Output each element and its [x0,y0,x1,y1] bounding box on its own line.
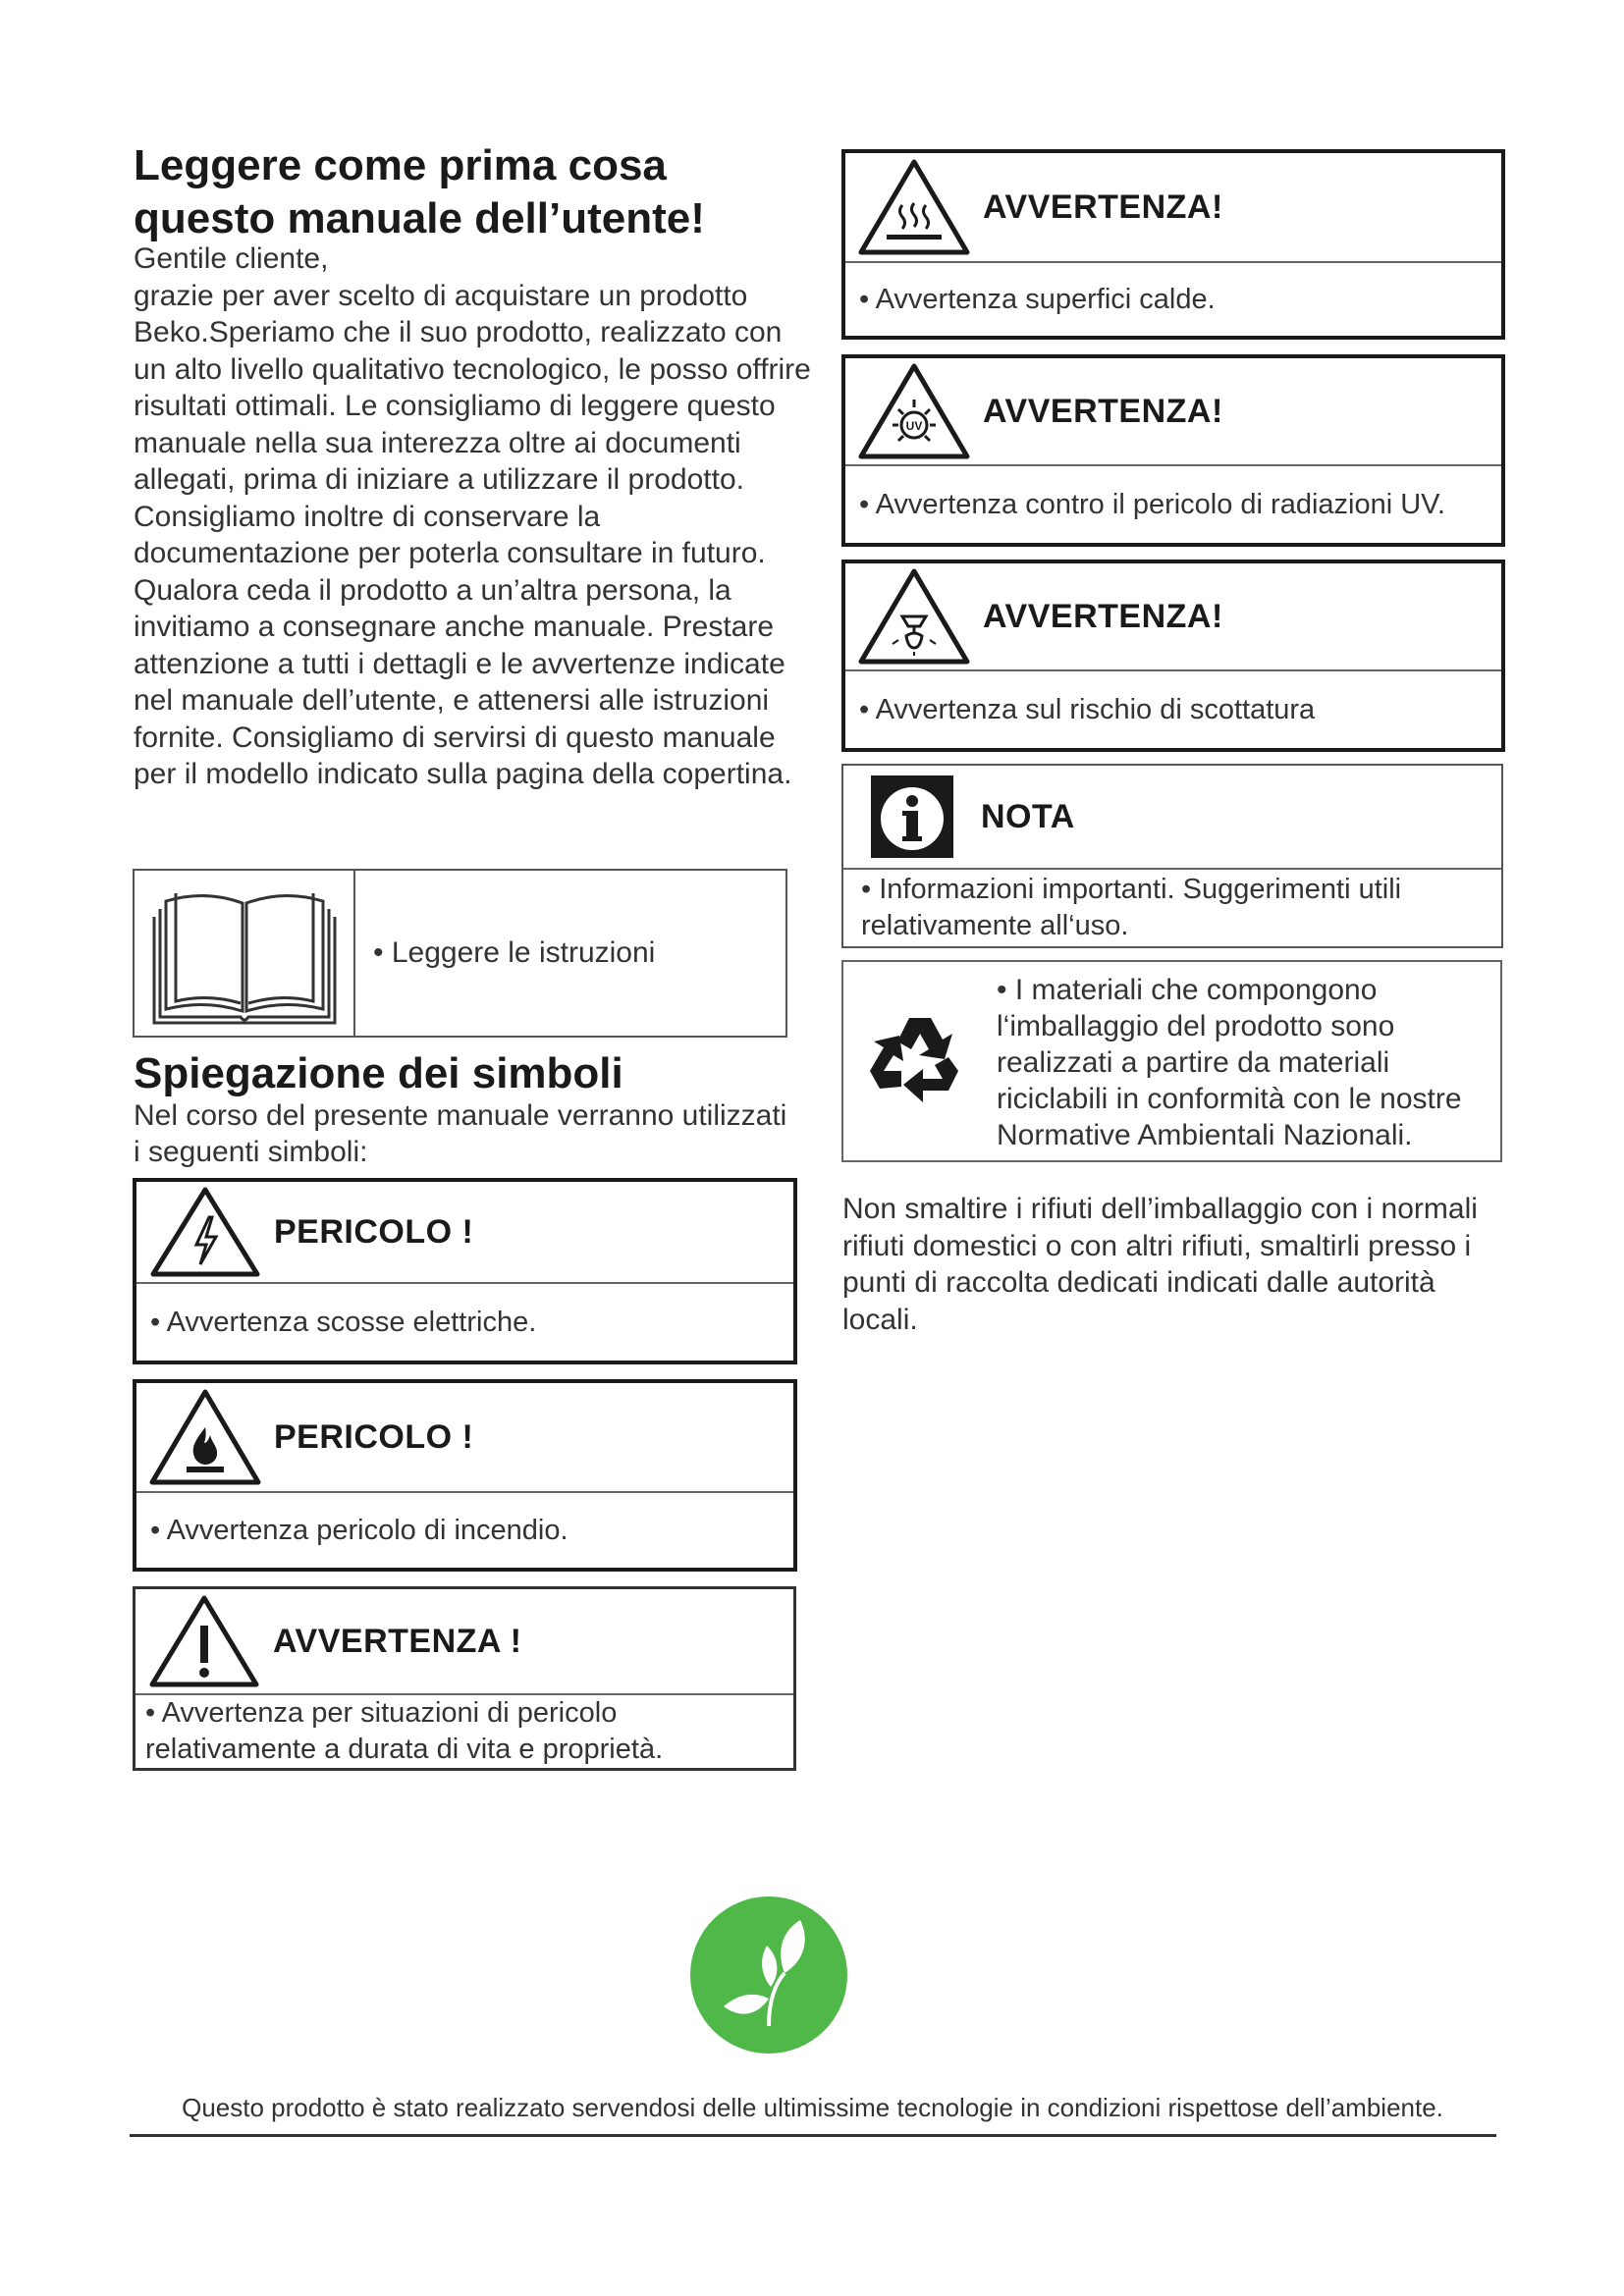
warning-box-general [133,1586,796,1771]
note-box [841,764,1503,948]
read-instructions-box [133,869,787,1038]
warning-text: • Avvertenza per situazioni di pericolo relativamente a durata di vita e proprietà. [145,1697,664,1765]
warning-title: PERICOLO ! [274,1212,474,1251]
electric-shock-icon [136,1183,274,1281]
open-book-icon [135,871,355,1036]
intro-greeting: Gentile cliente, [134,242,329,275]
footer-divider [130,2134,1496,2137]
note-text: • Informazioni importanti. Suggerimenti utili relativamente all‘uso. [861,874,1402,941]
warning-text: • Avvertenza pericolo di incendio. [150,1514,568,1546]
intro-body: grazie per aver scelto di acquistare un prodotto Beko.Speriamo che il suo prodotto, realizzato con un alto livello qualitativo tecnologico, le posso offrire risultati ottimali. Le consigliamo di leggere questo manuale nella sua interezza oltre ai documenti allegati, prima di iniziare a utilizzare il prodotto. Consigliamo inoltre di conservare la documentazione per poterla consultare in futuro. Qualora ceda il prodotto a un’altra persona, la invitiamo a consegnare anche manuale. Prestare attenzione a tutti i dettagli e le avvertenze indicate nel manuale dell’utente, e attenersi alle istruzioni fornite. Consigliamo di servirsi di questo manuale per il modello indicato sulla pagina della copertina. [134,279,811,790]
read-instructions-text: • Leggere le istruzioni [373,936,656,969]
page-title: Leggere come prima cosa questo manuale dell’utente! [134,141,705,242]
warning-box-uv [841,354,1505,547]
warning-text: • Avvertenza scosse elettriche. [150,1306,537,1338]
warning-title: AVVERTENZA! [983,597,1223,635]
uv-radiation-icon [845,359,983,463]
disposal-text: Non smaltire i rifiuti dell’imballaggio con i normali rifiuti domestici o con altri rifiuti, smaltirli presso i punti di raccolta dedicati indicati dalle autorità locali. [842,1193,1478,1336]
warning-box-burn [841,560,1505,752]
warning-box-fire [133,1379,797,1572]
warning-title: AVVERTENZA! [983,392,1223,430]
warning-title: AVVERTENZA! [983,187,1223,226]
warning-box-electric [133,1178,797,1364]
symbols-heading: Spiegazione dei simboli [134,1049,623,1097]
info-icon [843,766,981,868]
recycle-icon [843,962,997,1160]
recycle-box [841,960,1502,1162]
burn-risk-icon [845,564,983,668]
warning-text: • Avvertenza contro il pericolo di radiazioni UV. [859,488,1445,520]
warning-text: • Avvertenza superfici calde. [859,283,1216,315]
eco-leaf-icon [690,1896,847,2054]
symbols-intro: Nel corso del presente manuale verranno utilizzati i seguenti simboli: [134,1099,787,1168]
exclamation-warning-icon [135,1590,273,1692]
svg-text:UV: UV [905,419,923,433]
intro-text [134,240,811,793]
note-title: NOTA [981,797,1075,835]
warning-box-hot-surface [841,149,1505,340]
warning-title: PERICOLO ! [274,1417,474,1456]
recycle-text: • I materiali che compongono l‘imballaggio del prodotto sono realizzati a partire da materiali riciclabili in conformità con le nostre Normative Ambientali Nazionali. [997,974,1462,1151]
fire-hazard-icon [136,1384,274,1490]
hot-surface-icon [845,154,983,260]
warning-title: AVVERTENZA ! [273,1622,522,1660]
footer-text: Questo prodotto è stato realizzato servendosi delle ultimissime tecnologie in condizioni rispettose dell’ambiente. [182,2093,1443,2122]
warning-text: • Avvertenza sul rischio di scottatura [859,693,1316,725]
